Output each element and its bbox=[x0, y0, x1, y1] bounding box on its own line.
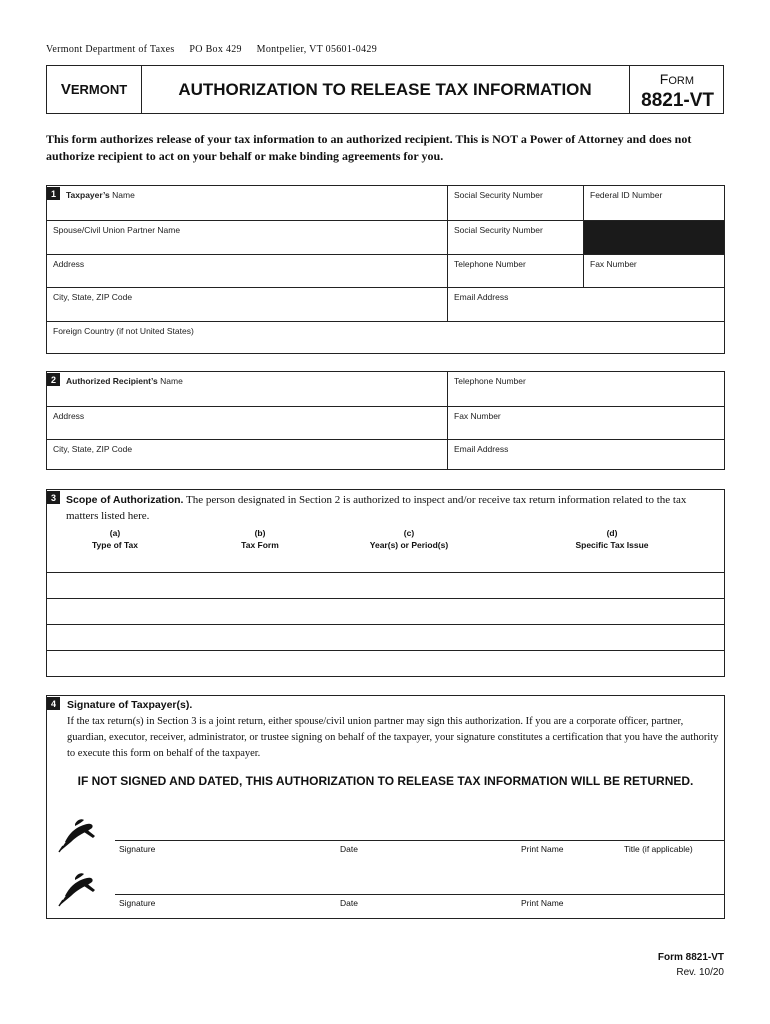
section-number: 1 bbox=[47, 187, 60, 200]
federal-id-field[interactable]: Federal ID Number bbox=[583, 186, 724, 220]
section-scope bbox=[46, 489, 725, 677]
title-box bbox=[46, 65, 724, 114]
section-recipient bbox=[46, 371, 725, 470]
form-id-box bbox=[629, 66, 724, 113]
scope-row[interactable] bbox=[47, 650, 724, 676]
recipient-address-field[interactable]: Address bbox=[47, 406, 447, 439]
signature-heading: Signature of Taxpayer(s). bbox=[67, 699, 193, 711]
form-label: FORM bbox=[659, 71, 694, 87]
section-taxpayer bbox=[46, 185, 725, 354]
recipient-email-field[interactable]: Email Address bbox=[447, 439, 724, 469]
signature-line-2[interactable] bbox=[115, 894, 724, 896]
spouse-name-field[interactable]: Spouse/Civil Union Partner Name bbox=[47, 220, 447, 254]
taxpayer-address-field[interactable]: Address bbox=[47, 254, 447, 287]
section-number: 2 bbox=[47, 373, 60, 386]
shaded-block bbox=[583, 220, 724, 254]
intro-text: This form authorizes release of your tax information to an authorized recipient. This is NOT a Power of Attorney and does not authorize recipient to act on your behalf or make binding agreements for you. bbox=[46, 132, 692, 163]
recipient-city-field[interactable]: City, State, ZIP Code bbox=[47, 439, 447, 469]
title-label: Title (if applicable) bbox=[624, 844, 693, 854]
signature-line-1[interactable] bbox=[115, 840, 724, 842]
po-box: PO Box 429 bbox=[189, 44, 242, 55]
form-title: AUTHORIZATION TO RELEASE TAX INFORMATION bbox=[178, 79, 592, 99]
signature-description: If the tax return(s) in Section 3 is a joint return, either spouse/civil union partner may sign this authorization. If you are a corporate officer, partner, guardian, executor, receiver, administrator, or trustee signing on behalf of the taxpayer, your signature constitutes a certification that you have the authority to execute this form on behalf of the taxpayer. bbox=[67, 716, 719, 759]
city-zip: Montpelier, VT 05601-0429 bbox=[256, 44, 377, 55]
date-label: Date bbox=[340, 844, 358, 854]
print-name-label: Print Name bbox=[521, 844, 564, 854]
taxpayer-email-field[interactable]: Email Address bbox=[447, 287, 724, 321]
recipient-fax-field[interactable]: Fax Number bbox=[447, 406, 724, 439]
taxpayer-name-field[interactable]: Taxpayer’s Name bbox=[66, 190, 135, 200]
section-number: 3 bbox=[47, 491, 60, 504]
foreign-country-field[interactable]: Foreign Country (if not United States) bbox=[47, 321, 724, 353]
column-header-period: (c) Year(s) or Period(s) bbox=[369, 528, 449, 550]
print-name-label: Print Name bbox=[521, 898, 564, 908]
department-address bbox=[46, 44, 389, 55]
taxpayer-city-field[interactable]: City, State, ZIP Code bbox=[47, 287, 447, 321]
signature-label: Signature bbox=[119, 898, 156, 908]
section-signature bbox=[46, 695, 725, 919]
scope-row[interactable] bbox=[47, 624, 724, 650]
recipient-name-field[interactable]: Authorized Recipient’s Name bbox=[66, 376, 183, 386]
column-header-specific-issue: (d) Specific Tax Issue bbox=[575, 528, 649, 550]
recipient-telephone-field[interactable]: Telephone Number bbox=[447, 372, 724, 406]
department-name: Vermont Department of Taxes bbox=[46, 44, 175, 55]
section-number: 4 bbox=[47, 697, 60, 710]
sign-here-icon bbox=[57, 816, 97, 859]
scope-row[interactable] bbox=[47, 572, 724, 598]
sign-here-icon bbox=[57, 870, 97, 913]
footer-revision: Rev. 10/20 bbox=[676, 967, 724, 978]
column-header-type-of-tax: (a) Type of Tax bbox=[92, 528, 138, 550]
signature-label: Signature bbox=[119, 844, 156, 854]
column-header-tax-form: (b) Tax Form bbox=[241, 528, 279, 550]
taxpayer-telephone-field[interactable]: Telephone Number bbox=[447, 254, 583, 287]
scope-description: Scope of Authorization. The person designated in Section 2 is authorized to inspect and/or receive tax return information related to the tax matters listed here. bbox=[66, 494, 687, 522]
state-label: V ERMONT bbox=[47, 66, 142, 113]
taxpayer-ssn-field[interactable]: Social Security Number bbox=[447, 186, 583, 220]
footer-form-number: Form 8821-VT bbox=[657, 952, 724, 963]
form-number: 8821-VT bbox=[641, 90, 714, 111]
taxpayer-fax-field[interactable]: Fax Number bbox=[583, 254, 724, 287]
scope-row[interactable] bbox=[47, 598, 724, 624]
spouse-ssn-field[interactable]: Social Security Number bbox=[447, 220, 583, 254]
unsigned-warning: IF NOT SIGNED AND DATED, THIS AUTHORIZATION TO RELEASE TAX INFORMATION WILL BE RETURNED. bbox=[77, 774, 694, 788]
date-label: Date bbox=[340, 898, 358, 908]
